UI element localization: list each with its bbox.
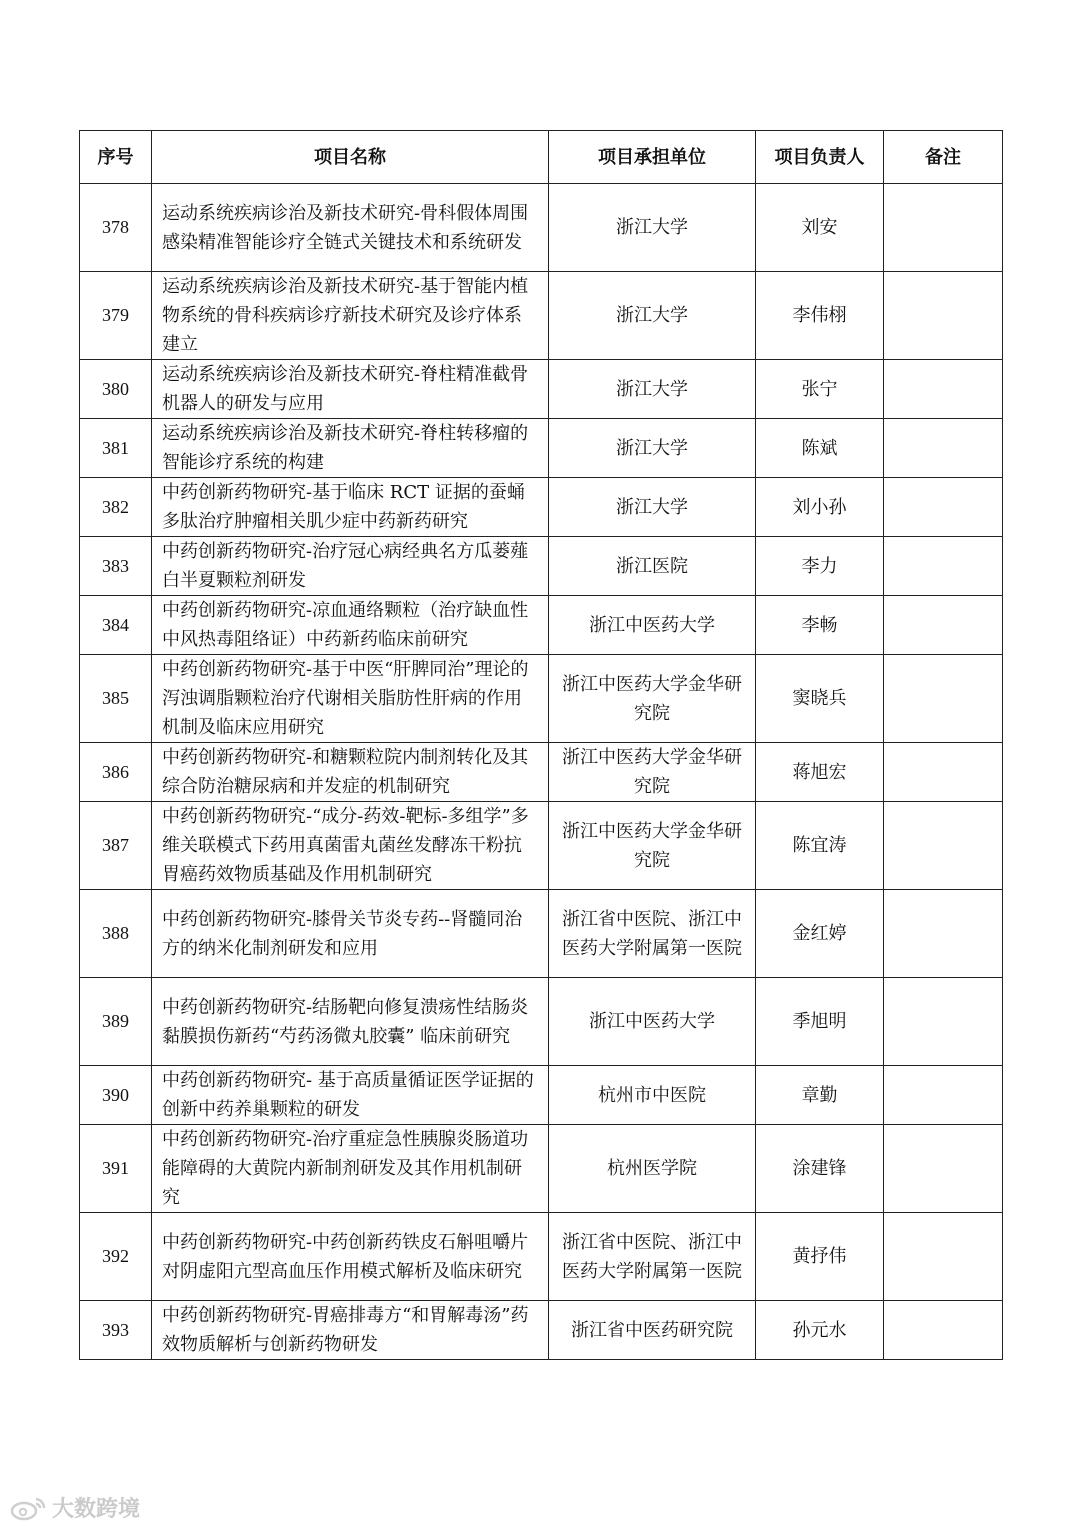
cell-serial: 392 <box>80 1213 152 1301</box>
cell-leader: 李力 <box>756 537 884 596</box>
cell-remarks <box>884 478 1003 537</box>
table-row <box>80 360 1003 419</box>
cell-project-name: 中药创新药物研究-中药创新药铁皮石斛咀嚼片对阴虚阳亢型高血压作用模式解析及临床研究 <box>152 1213 549 1301</box>
cell-remarks <box>884 802 1003 890</box>
cell-project-name: 中药创新药物研究-基于中医“肝脾同治”理论的泻浊调脂颗粒治疗代谢相关脂肪性肝病的作用机制及临床应用研究 <box>152 655 549 743</box>
cell-remarks <box>884 978 1003 1066</box>
table-row <box>80 478 1003 537</box>
cell-unit: 浙江大学 <box>549 184 756 272</box>
cell-serial: 381 <box>80 419 152 478</box>
table-row <box>80 802 1003 890</box>
cell-serial: 388 <box>80 890 152 978</box>
cell-remarks <box>884 1066 1003 1125</box>
header-remarks: 备注 <box>884 131 1003 184</box>
cell-project-name: 运动系统疾病诊治及新技术研究-骨科假体周围感染精准智能诊疗全链式关键技术和系统研发 <box>152 184 549 272</box>
cell-serial: 391 <box>80 1125 152 1213</box>
cell-remarks <box>884 596 1003 655</box>
cell-leader: 李畅 <box>756 596 884 655</box>
cell-leader: 陈宜涛 <box>756 802 884 890</box>
cell-serial: 380 <box>80 360 152 419</box>
weibo-logo-icon <box>10 1495 48 1521</box>
table-header-row <box>80 131 1003 184</box>
cell-unit: 浙江中医药大学金华研究院 <box>549 655 756 743</box>
watermark <box>10 1492 140 1523</box>
cell-unit: 浙江中医药大学 <box>549 978 756 1066</box>
cell-leader: 孙元水 <box>756 1301 884 1360</box>
cell-serial: 382 <box>80 478 152 537</box>
cell-project-name: 中药创新药物研究-治疗冠心病经典名方瓜蒌薤白半夏颗粒剂研发 <box>152 537 549 596</box>
cell-remarks <box>884 272 1003 360</box>
cell-leader: 陈斌 <box>756 419 884 478</box>
cell-project-name: 中药创新药物研究-“成分-药效-靶标-多组学”多维关联模式下药用真菌雷丸菌丝发酵冻干粉抗胃癌药效物质基础及作用机制研究 <box>152 802 549 890</box>
cell-serial: 387 <box>80 802 152 890</box>
cell-leader: 刘安 <box>756 184 884 272</box>
cell-project-name: 中药创新药物研究-凉血通络颗粒（治疗缺血性中风热毒阻络证）中药新药临床前研究 <box>152 596 549 655</box>
cell-unit: 杭州市中医院 <box>549 1066 756 1125</box>
cell-serial: 384 <box>80 596 152 655</box>
header-project-leader: 项目负责人 <box>756 131 884 184</box>
cell-remarks <box>884 419 1003 478</box>
cell-project-name: 中药创新药物研究-结肠靶向修复溃疡性结肠炎黏膜损伤新药“芍药汤微丸胶囊” 临床前研究 <box>152 978 549 1066</box>
cell-unit: 浙江大学 <box>549 360 756 419</box>
cell-remarks <box>884 537 1003 596</box>
cell-leader: 蒋旭宏 <box>756 743 884 802</box>
cell-unit: 浙江省中医药研究院 <box>549 1301 756 1360</box>
cell-unit: 浙江大学 <box>549 272 756 360</box>
cell-unit: 浙江中医药大学金华研究院 <box>549 743 756 802</box>
table-row <box>80 596 1003 655</box>
cell-remarks <box>884 360 1003 419</box>
cell-leader: 金红婷 <box>756 890 884 978</box>
cell-unit: 杭州医学院 <box>549 1125 756 1213</box>
cell-leader: 李伟栩 <box>756 272 884 360</box>
table-row <box>80 537 1003 596</box>
cell-leader: 章勤 <box>756 1066 884 1125</box>
cell-serial: 379 <box>80 272 152 360</box>
project-table <box>79 130 1003 1360</box>
cell-project-name: 中药创新药物研究-胃癌排毒方“和胃解毒汤”药效物质解析与创新药物研发 <box>152 1301 549 1360</box>
cell-remarks <box>884 743 1003 802</box>
cell-remarks <box>884 655 1003 743</box>
cell-project-name: 中药创新药物研究-治疗重症急性胰腺炎肠道功能障碍的大黄院内新制剂研发及其作用机制研究 <box>152 1125 549 1213</box>
cell-remarks <box>884 184 1003 272</box>
cell-unit: 浙江大学 <box>549 419 756 478</box>
cell-remarks <box>884 1301 1003 1360</box>
header-project-name: 项目名称 <box>152 131 549 184</box>
cell-unit: 浙江医院 <box>549 537 756 596</box>
table-row <box>80 1125 1003 1213</box>
table-row <box>80 184 1003 272</box>
watermark-text: 大数跨境 <box>52 1497 141 1522</box>
cell-serial: 385 <box>80 655 152 743</box>
cell-unit: 浙江省中医院、浙江中医药大学附属第一医院 <box>549 890 756 978</box>
cell-serial: 386 <box>80 743 152 802</box>
cell-leader: 涂建锋 <box>756 1125 884 1213</box>
table-row <box>80 272 1003 360</box>
table-row <box>80 743 1003 802</box>
table-row <box>80 890 1003 978</box>
cell-project-name: 中药创新药物研究-基于临床 RCT 证据的蚕蛹多肽治疗肿瘤相关肌少症中药新药研究 <box>152 478 549 537</box>
cell-leader: 窦晓兵 <box>756 655 884 743</box>
table-row <box>80 1066 1003 1125</box>
cell-remarks <box>884 890 1003 978</box>
cell-unit: 浙江省中医院、浙江中医药大学附属第一医院 <box>549 1213 756 1301</box>
cell-serial: 383 <box>80 537 152 596</box>
cell-serial: 390 <box>80 1066 152 1125</box>
cell-leader: 刘小孙 <box>756 478 884 537</box>
cell-serial: 378 <box>80 184 152 272</box>
cell-serial: 393 <box>80 1301 152 1360</box>
cell-unit: 浙江中医药大学金华研究院 <box>549 802 756 890</box>
cell-remarks <box>884 1125 1003 1213</box>
cell-project-name: 运动系统疾病诊治及新技术研究-脊柱精准截骨机器人的研发与应用 <box>152 360 549 419</box>
cell-project-name: 中药创新药物研究- 基于高质量循证医学证据的创新中药养巢颗粒的研发 <box>152 1066 549 1125</box>
cell-project-name: 中药创新药物研究-和糖颗粒院内制剂转化及其综合防治糖尿病和并发症的机制研究 <box>152 743 549 802</box>
cell-unit: 浙江中医药大学 <box>549 596 756 655</box>
cell-leader: 季旭明 <box>756 978 884 1066</box>
cell-project-name: 运动系统疾病诊治及新技术研究-基于智能内植物系统的骨科疾病诊疗新技术研究及诊疗体系建立 <box>152 272 549 360</box>
cell-serial: 389 <box>80 978 152 1066</box>
table-row <box>80 419 1003 478</box>
cell-unit: 浙江大学 <box>549 478 756 537</box>
header-serial: 序号 <box>80 131 152 184</box>
table-row <box>80 978 1003 1066</box>
header-undertaking-unit: 项目承担单位 <box>549 131 756 184</box>
cell-project-name: 运动系统疾病诊治及新技术研究-脊柱转移瘤的智能诊疗系统的构建 <box>152 419 549 478</box>
cell-leader: 张宁 <box>756 360 884 419</box>
table-row <box>80 1301 1003 1360</box>
table-row <box>80 1213 1003 1301</box>
cell-leader: 黄抒伟 <box>756 1213 884 1301</box>
cell-project-name: 中药创新药物研究-膝骨关节炎专药--肾髓同治方的纳米化制剂研发和应用 <box>152 890 549 978</box>
table-row <box>80 655 1003 743</box>
cell-remarks <box>884 1213 1003 1301</box>
